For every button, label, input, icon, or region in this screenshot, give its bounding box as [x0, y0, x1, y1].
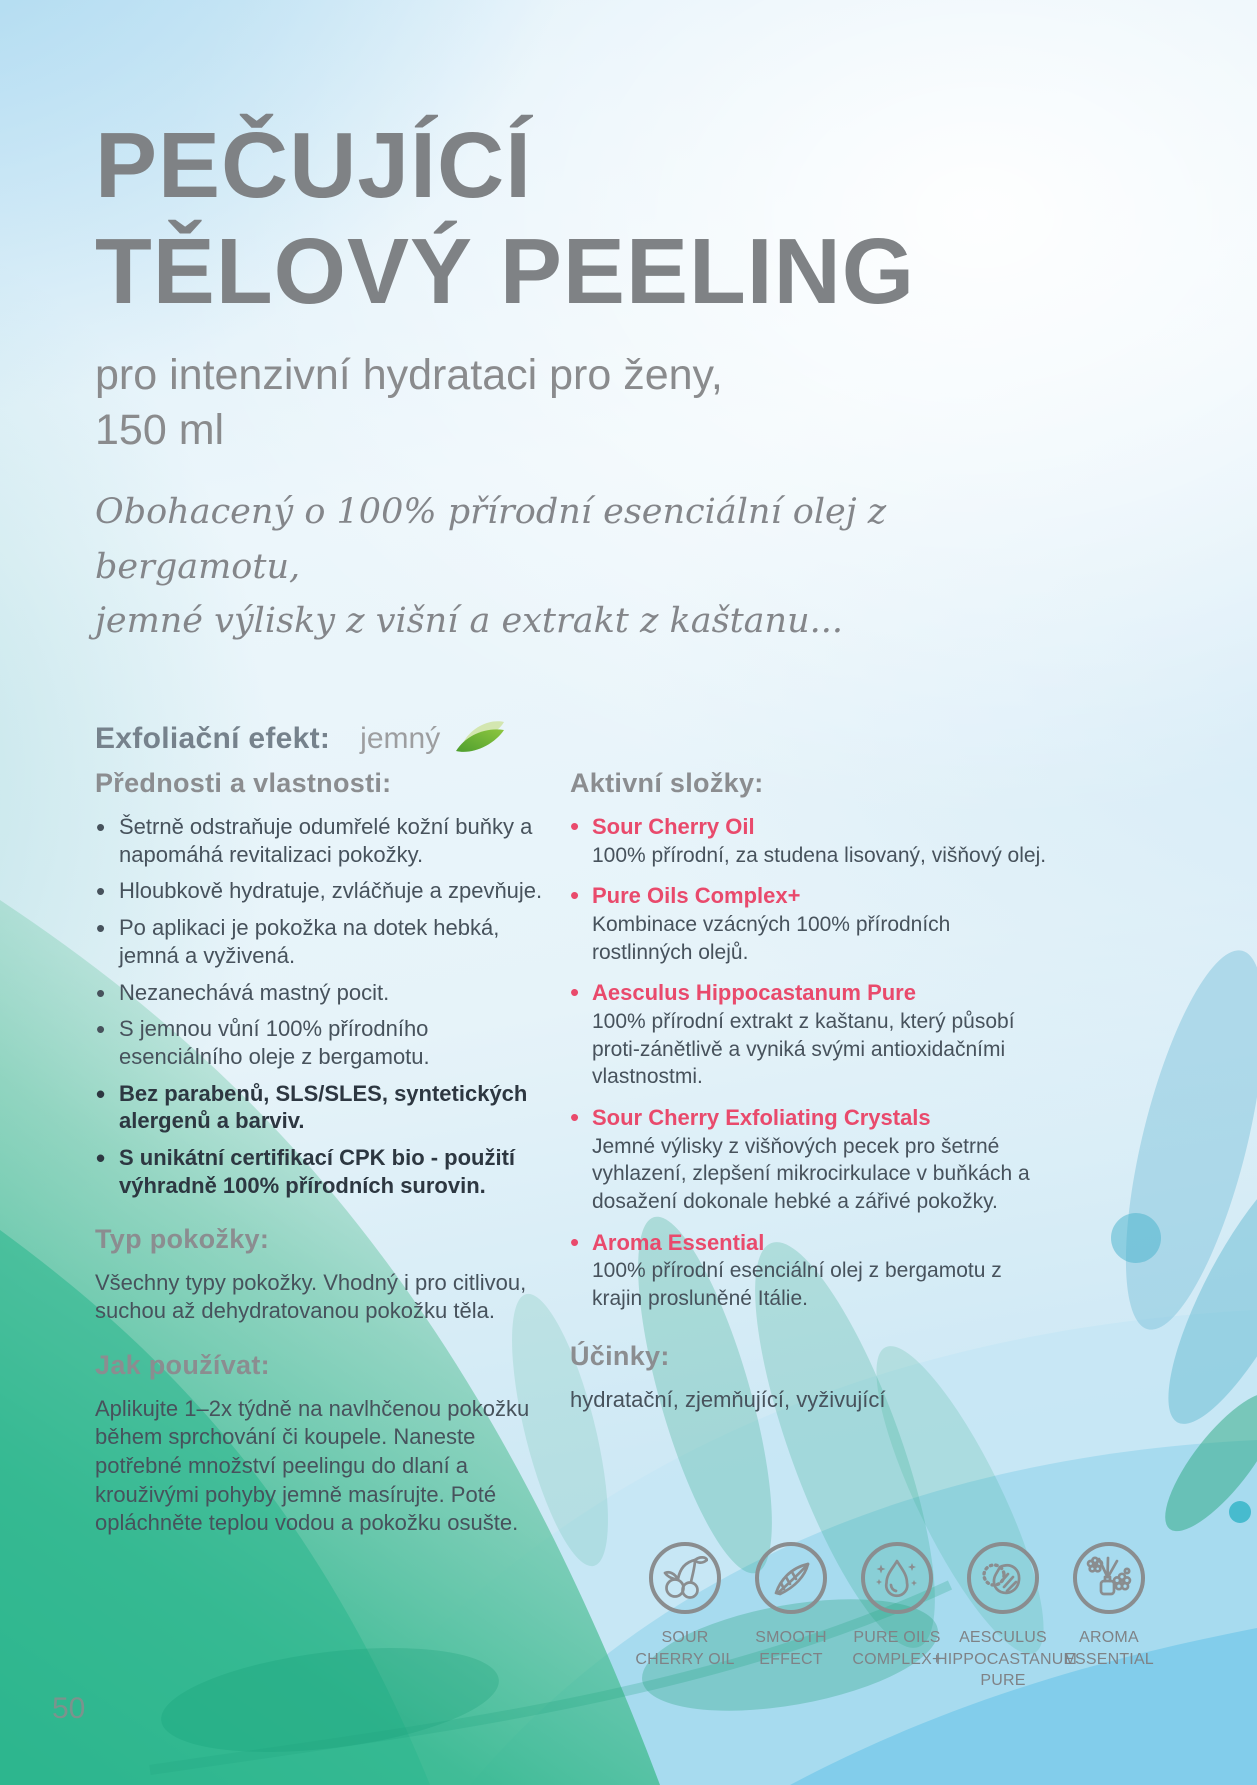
ingredient-item: [570, 1104, 1052, 1216]
ingredient-item: [570, 979, 1052, 1091]
skin-type-section: [95, 1224, 557, 1326]
benefit-item: • Šetrně odstraňuje odumřelé kožní buňky a napomáhá revitalizaci pokožky.: [95, 813, 557, 868]
badge-circle: [755, 1542, 827, 1614]
ingredient-item: [570, 882, 1052, 966]
effects-text: hydratační, zjemňující, vyživující: [570, 1386, 886, 1412]
badge-label: AESCULUS HIPPOCASTANUM PURE: [936, 1629, 1077, 1690]
benefits-list: [95, 813, 557, 1200]
benefit-item: • Nezanechává mastný pocit.: [95, 979, 557, 1007]
ingredient-name: • Aesculus Hippocastanum Pure: [592, 980, 916, 1006]
ingredient-description: 100% přírodní extrakt z kaštanu, který působí proti-zánětlivě a vyniká svými antioxidačními vlastnostmi.: [592, 1009, 1015, 1089]
cherry-icon: [662, 1555, 708, 1601]
badge-smooth-effect: [738, 1542, 844, 1692]
badge-circle: [967, 1542, 1039, 1614]
effects-heading: Účinky:: [570, 1340, 670, 1371]
badge-aesculus-hippocastanum: [936, 1542, 1077, 1692]
benefit-item: • Bez parabenů, SLS/SLES, syntetických alergenů a barviv.: [95, 1080, 557, 1135]
exfoliation-row: [95, 716, 1080, 761]
how-to-use-heading: Jak používat:: [95, 1349, 270, 1380]
tagline-line1: Obohacený o 100% přírodní esenciální olej z bergamotu,: [95, 492, 887, 587]
ingredient-description: Kombinace vzácných 100% přírodních rostlinných olejů.: [592, 912, 951, 964]
ingredients-list: [570, 813, 1052, 1313]
benefit-item: • S unikátní certifikací CPK bio - použití výhradně 100% přírodních surovin.: [95, 1144, 557, 1199]
badge-pure-oils-complex: [844, 1542, 950, 1692]
tagline-line2: jemné výlisky z višní a extrakt z kaštanu...: [95, 600, 843, 641]
feather-icon: [768, 1555, 814, 1601]
ingredient-description: Jemné výlisky z višňových pecek pro šetrné vyhlazení, zlepšení mikrocirkulace v buňkách a dosažení dokonale hebké a zářivé pokožky.: [592, 1134, 1030, 1214]
how-to-use-section: [95, 1350, 557, 1538]
badge-label: AROMA ESSENTIAL: [1064, 1629, 1154, 1668]
page-title-line2: TĚLOVÝ PEELING: [95, 219, 916, 324]
header: [95, 112, 1080, 761]
badge-label: PURE OILS COMPLEX+: [852, 1629, 942, 1668]
ingredients-heading: Aktivní složky:: [570, 768, 764, 798]
product-subtitle: [95, 348, 1080, 457]
ingredient-item: [570, 813, 1052, 869]
benefit-item: • Hloubkově hydratuje, zvláčňuje a zpevňuje.: [95, 877, 557, 905]
exfoliation-value: jemný: [360, 721, 441, 755]
right-column: [570, 768, 1052, 1414]
benefits-heading: Přednosti a vlastnosti:: [95, 768, 392, 798]
chestnut-icon: [980, 1555, 1026, 1601]
benefit-item: • S jemnou vůní 100% přírodního esenciálního oleje z bergamotu.: [95, 1015, 557, 1070]
oil-drop-sparkles-icon: [874, 1555, 920, 1601]
ingredient-name: • Sour Cherry Exfoliating Crystals: [592, 1105, 931, 1131]
badge-label: SMOOTH EFFECT: [755, 1629, 827, 1668]
product-tagline: [95, 485, 1080, 648]
leaf-icon: [454, 719, 506, 764]
subtitle-volume: 150 ml: [95, 405, 225, 454]
ingredient-name: • Aroma Essential: [592, 1229, 765, 1255]
ingredient-description: 100% přírodní esenciální olej z bergamotu z krajin prosluněné Itálie.: [592, 1259, 1002, 1311]
effects-section: [570, 1341, 1052, 1415]
left-column: [95, 768, 557, 1538]
badge-circle: [649, 1542, 721, 1614]
subtitle-line1: pro intenzivní hydrataci pro ženy,: [95, 351, 723, 400]
badge-circle: [1073, 1542, 1145, 1614]
ingredient-badges: [632, 1542, 1162, 1692]
ingredient-name: • Pure Oils Complex+: [592, 883, 801, 909]
badge-circle: [861, 1542, 933, 1614]
benefit-item: • Po aplikaci je pokožka na dotek hebká, jemná a vyživená.: [95, 914, 557, 969]
page-title: [95, 112, 1080, 324]
badge-sour-cherry-oil: [632, 1542, 738, 1692]
badge-label: SOUR CHERRY OIL: [635, 1629, 735, 1668]
skin-type-text: Všechny typy pokožky. Vhodný i pro citlivou, suchou až dehydratovanou pokožku těla.: [95, 1269, 527, 1324]
badge-aroma-essential: [1056, 1542, 1162, 1692]
ingredient-name: • Sour Cherry Oil: [592, 814, 755, 839]
page-number: 50: [52, 1692, 86, 1725]
how-to-use-text: Aplikujte 1–2x týdně na navlhčenou pokožku během sprchování či koupele. Naneste potřebné množství peelingu do dlaní a krouživými pohyby jemně masírujte. Poté opláchněte teplou vodou a pokožku osušte.: [95, 1395, 530, 1536]
ingredient-description: 100% přírodní, za studena lisovaný, višňový olej.: [592, 843, 1047, 867]
reed-diffuser-icon: [1086, 1555, 1132, 1601]
ingredient-item: [570, 1229, 1052, 1313]
skin-type-heading: Typ pokožky:: [95, 1223, 270, 1254]
exfoliation-label: Exfoliační efekt:: [95, 721, 331, 755]
page-title-line1: PEČUJÍCÍ: [95, 113, 532, 217]
